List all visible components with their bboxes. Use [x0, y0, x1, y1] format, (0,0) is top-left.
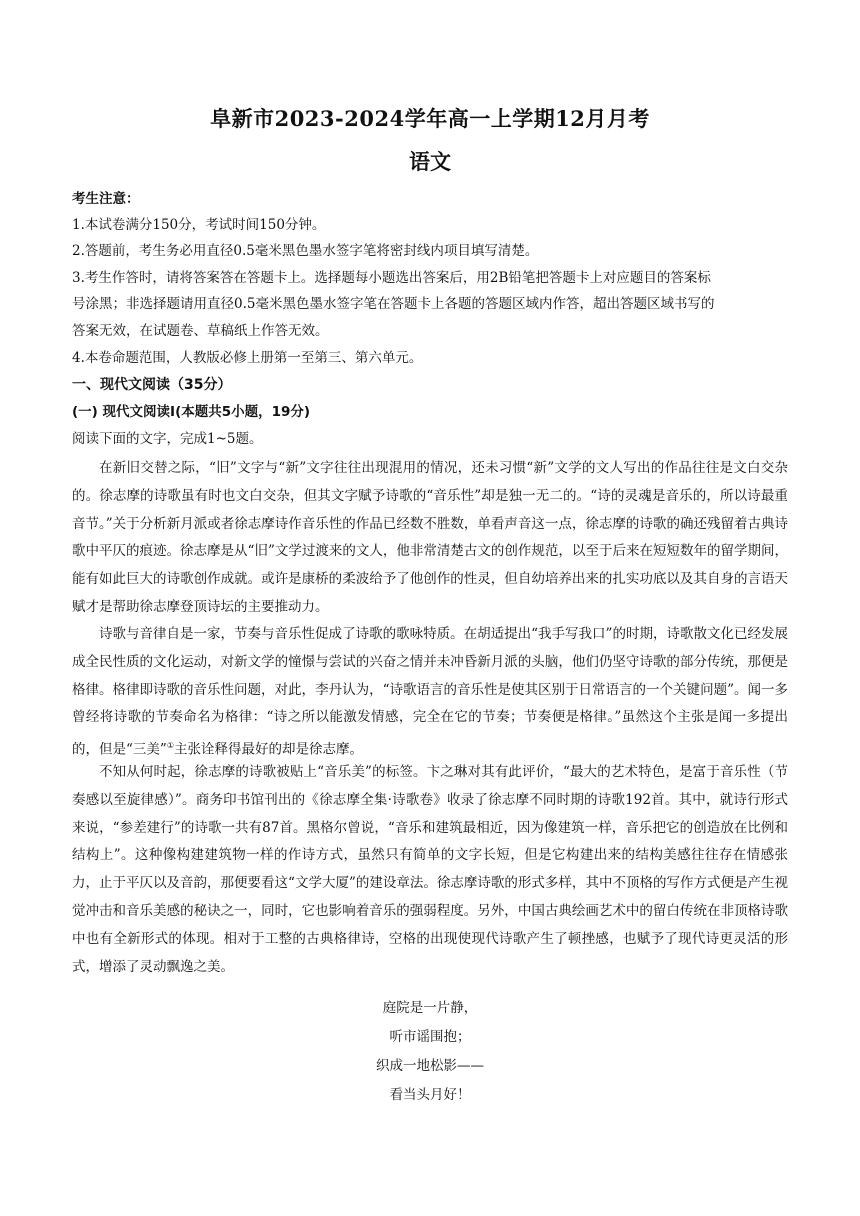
passage-paragraph-1: 在新旧交替之际，“旧”文字与“新”文字往往出现混用的情况，还未习惯“新”文学的文人写出的作品往往是文白交杂的。徐志摩的诗歌虽有时也文白交杂，但其文字赋予诗歌的“音乐性”却是独一无二的。“诗的灵魂是音乐的，所以诗最重音节。”关于分析新月派或者徐志摩诗作音乐性的作品已经数不胜数，单看声音这一点，徐志摩的诗歌的确还残留着古典诗歌中平仄的痕迹。徐志摩是从“旧”文学过渡来的文人，他非常清楚古文的创作规范，以至于后来在短短数年的留学期间，能有如此巨大的诗歌创作成就。或许是康桥的柔波给予了他创作的性灵，但自幼培养出来的扎实功底以及其自身的言语天赋才是帮助徐志摩登顶诗坛的主要推动力。	[72, 460, 788, 615]
notice-heading: 考生注意：	[72, 191, 140, 207]
poem-excerpt	[0, 994, 860, 1110]
poem-line-2: 听市谣围抱；	[389, 1029, 471, 1045]
passage-paragraph-2	[72, 621, 788, 764]
notice-item-1: 1.本试卷满分150分，考试时间150分钟。	[72, 217, 326, 233]
reading-instruction: 阅读下面的文字，完成1~5题。	[72, 431, 263, 447]
section-heading: 一、现代文阅读（35分）	[72, 377, 232, 393]
notice-item-2: 2.答题前，考生务必用直径0.5毫米黑色墨水签字笔将密封线内项目填写清楚。	[72, 243, 539, 259]
notice-item-3: 3.考生作答时，请将答案答在答题卡上。选择题每小题选出答案后，用2B铅笔把答题卡上对应题目的答案标	[72, 270, 711, 286]
paragraph-2-tail: 主张诠释得最好的却是徐志摩。	[173, 741, 363, 758]
notice-item-4: 4.本卷命题范围，人教版必修上册第一至第三、第六单元。	[72, 350, 423, 366]
footnote-marker: ①	[166, 741, 174, 751]
notice-item-3-end: 答案无效，在试题卷、草稿纸上作答无效。	[72, 323, 329, 339]
passage-paragraph-3: 不知从何时起，徐志摩的诗歌被贴上“音乐美”的标签。卞之琳对其有此评价，“最大的艺术特色，是富于音乐性（节奏感以至旋律感）”。商务印书馆刊出的《徐志摩全集·诗歌卷》收录了徐志摩不同时期的诗歌192首。其中，就诗行形式来说，“参差建行”的诗歌一共有87首。黑格尔曾说，“音乐和建筑最相近，因为像建筑一样，音乐把它的创造放在比例和结构上”。这种像构建建筑物一样的作诗方式，虽然只有简单的文字长短，但是它构建出来的结构美感往往存在情感张力，止于平仄以及音韵，那便要看这“文学大厦”的建设章法。徐志摩诗歌的形式多样，其中不顶格的写作方式便是产生视觉冲击和音乐美感的秘诀之一，同时，它也影响着音乐的强弱程度。另外，中国古典绘画艺术中的留白传统在非顶格诗歌中也有全新形式的体现。相对于工整的古典格律诗，空格的出现使现代诗歌产生了顿挫感，也赋予了现代诗更灵活的形式，增添了灵动飘逸之美。	[72, 764, 788, 975]
section-subheading: (一) 现代文阅读Ⅰ(本题共5小题，19分)	[72, 404, 311, 420]
poem-line-3: 织成一地松影——	[376, 1058, 484, 1074]
poem-line-1: 庭院是一片静，	[382, 1000, 478, 1016]
notice-item-3-cont: 号涂黑；非选择题请用直径0.5毫米黑色墨水签字笔在答题卡上各题的答题区域内作答，超出答题区域书写的	[72, 296, 715, 312]
exam-title: 阜新市2023-2024学年高一上学期12月月考	[210, 106, 650, 131]
poem-line-4: 看当头月好！	[389, 1087, 471, 1103]
subject-title: 语文	[409, 149, 451, 174]
paragraph-2-text: 诗歌与音律自是一家，节奏与音乐性促成了诗歌的歌咏特质。在胡适提出“我手写我口”的时期，诗歌散文化已经发展成全民性质的文化运动，对新文学的憧憬与尝试的兴奋之情并未冲昏新月派的头脑，他们仍坚守诗歌的部分传统，那便是格律。格律即诗歌的音乐性问题，对此，李丹认为，“诗歌语言的音乐性是使其区别于日常语言的一个关键问题”。闻一多曾经将诗歌的节奏命名为格律：“诗之所以能激发情感，完全在它的节奏；节奏便是格律。”虽然这个主张是闻一多提出的，但是“三美”	[72, 626, 788, 758]
